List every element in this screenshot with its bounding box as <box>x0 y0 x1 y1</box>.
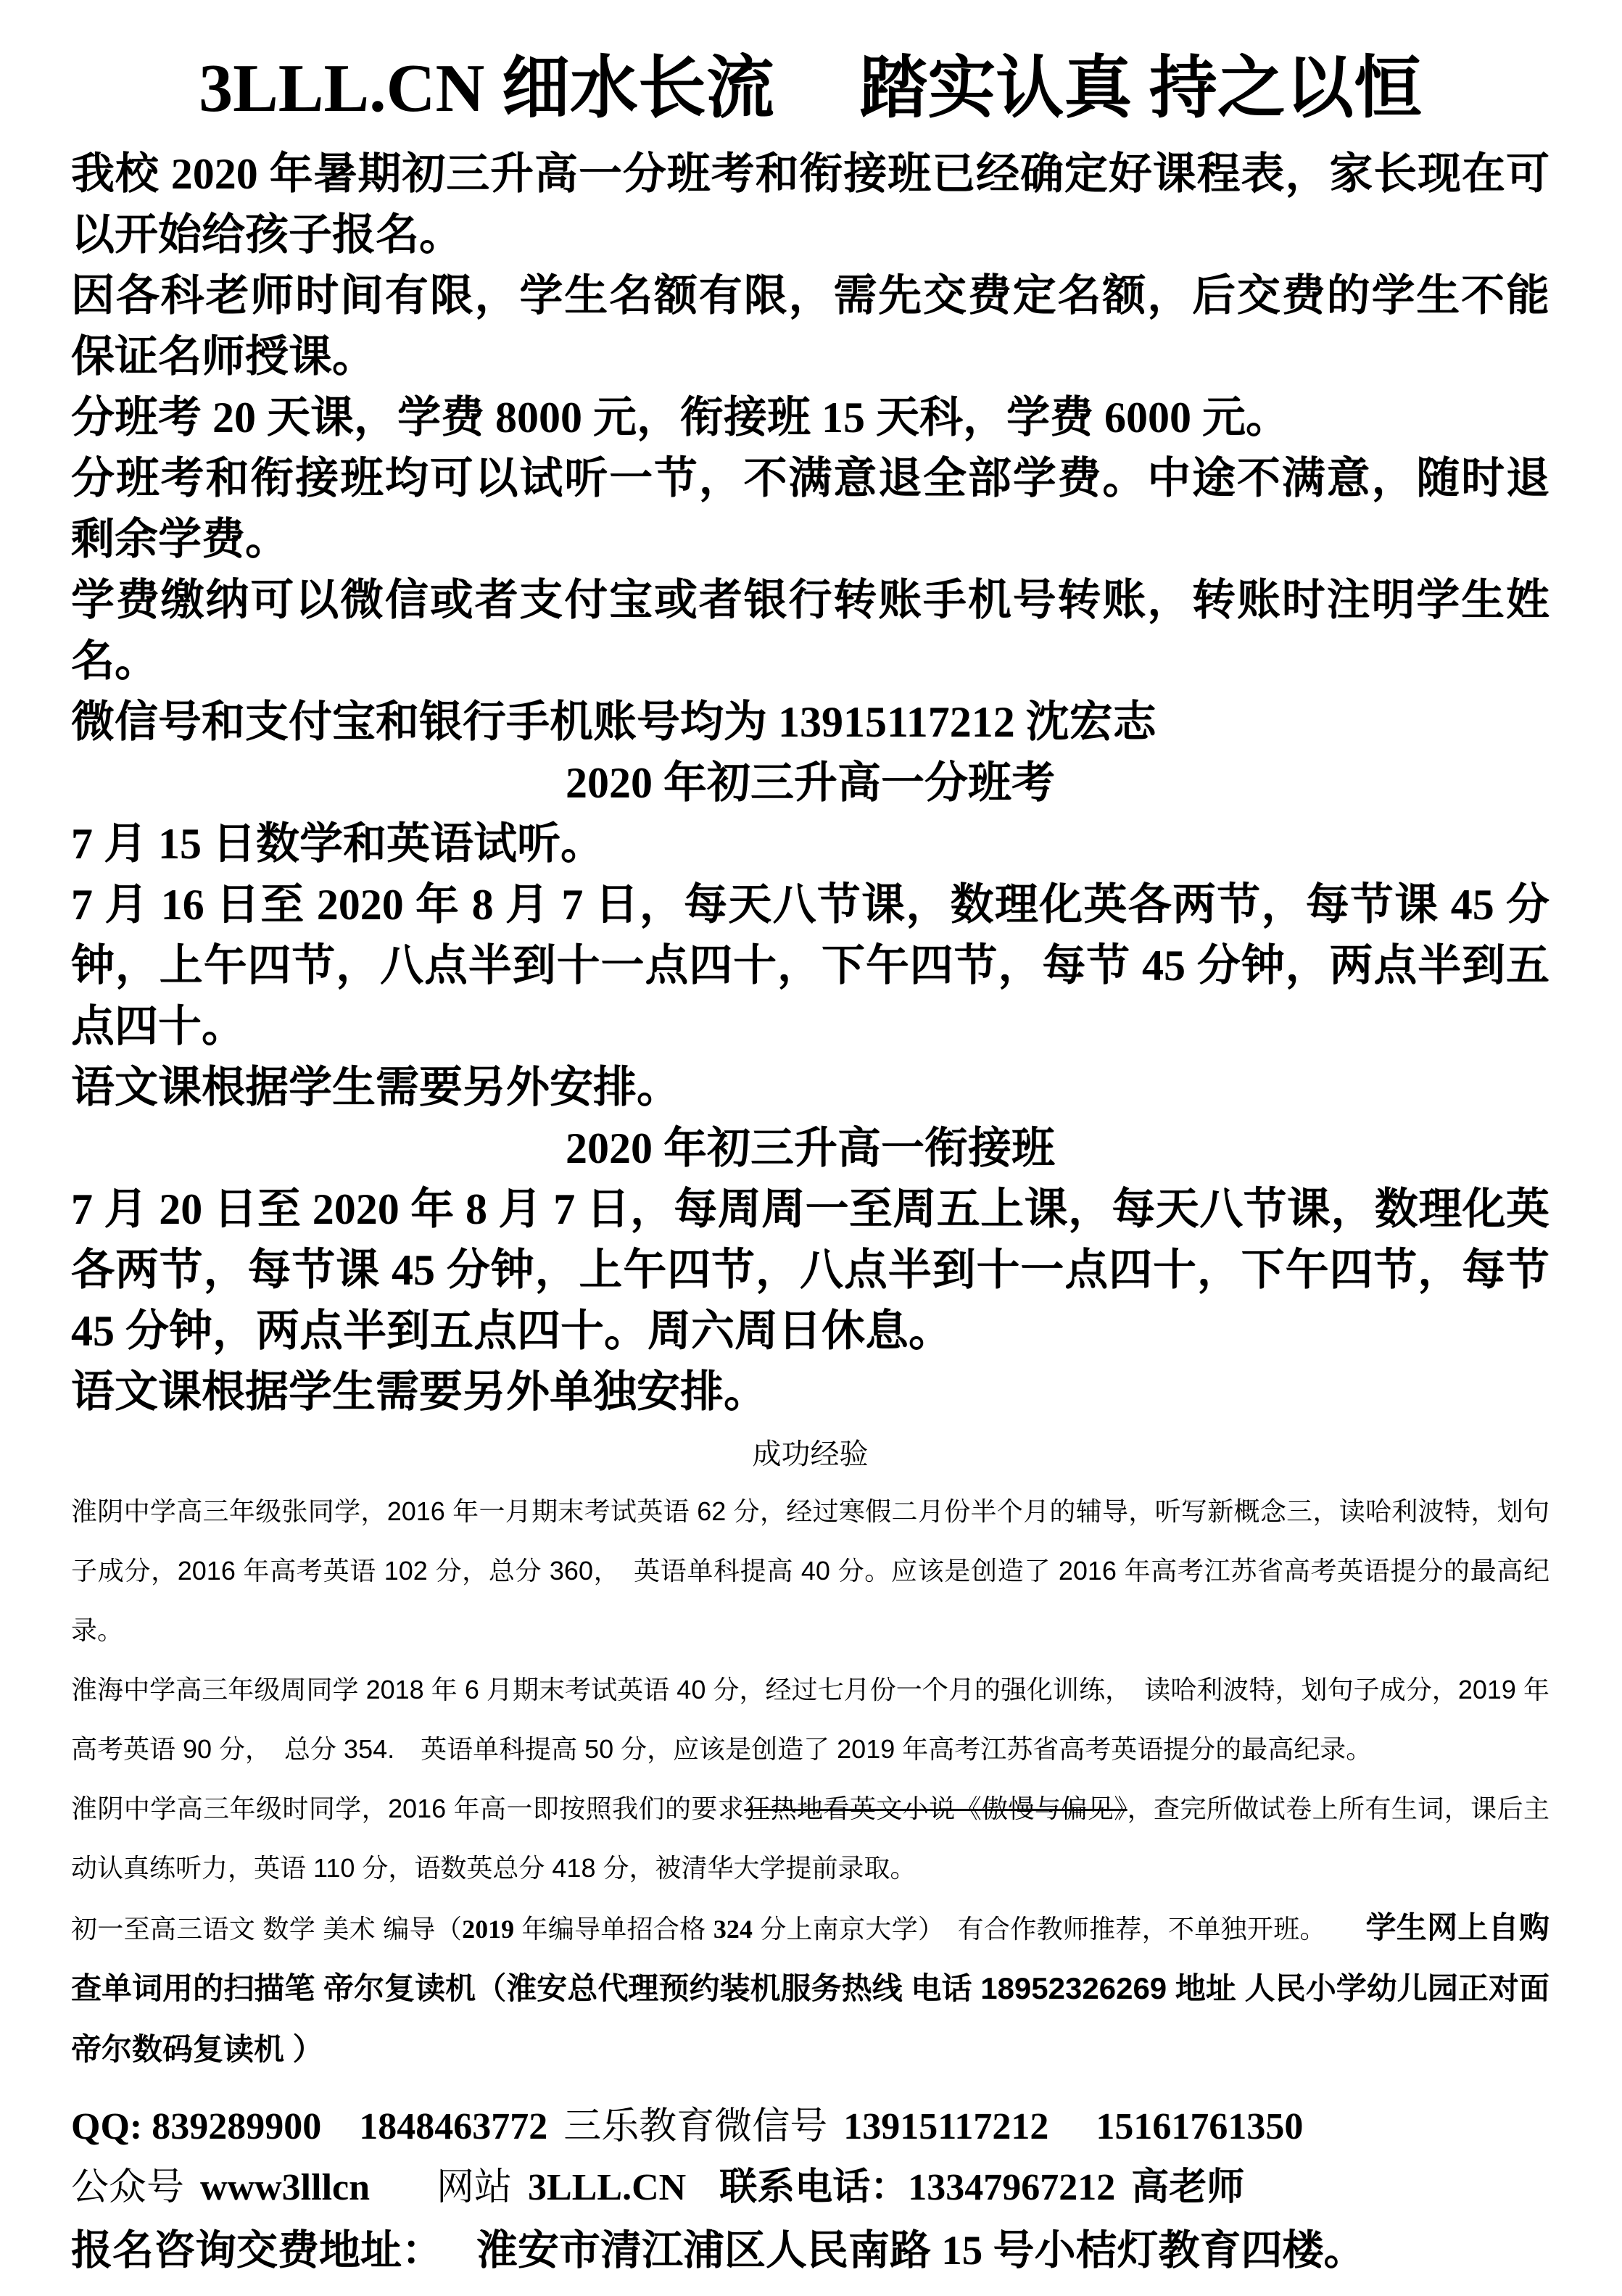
chinese-class-note-paragraph: 语文课根据学生需要另外安排。 <box>71 1064 680 1112</box>
bridging-class-schedule-paragraph: 7 月 20 日至 2020 年 8 月 7 日，每周周一至周五上课，每天八节课，数理化英各两节，每节课 45 分钟，上午四节，八点半到十一点四十，下午四节，每节 45 分钟，两点半到五点四十。周六周日休息。 <box>71 1185 1549 1356</box>
success-case-zhang: 淮阴中学高三年级张同学，2016 年一月期末考试英语 62 分，经过寒假二月份半个月的辅导，听写新概念三，读哈利波特，划句子成分，2016 年高考英语 102 分，总分 360， 英语单科提高 40 分。应该是创造了 2016 年高考江苏省高考英语提分的最高纪录。 <box>71 1496 1549 1646</box>
phone-label: 联系电话： <box>719 2167 909 2209</box>
trial-class-date-paragraph: 7 月 15 日数学和英语试听。 <box>71 820 604 869</box>
official-account-value: www3lllcn <box>200 2167 371 2209</box>
address-label: 报名咨询交费地址： <box>71 2228 443 2274</box>
official-account-label: 公众号 <box>71 2167 185 2209</box>
wechat-label: 三乐教育微信号 <box>563 2106 828 2148</box>
success-stories-heading: 成功经验 <box>752 1438 869 1471</box>
strikethrough-text: 狂热地看英文小说《傲慢与偏见》 <box>744 1794 1127 1824</box>
refund-policy-paragraph: 分班考和衔接班均可以试听一节，不满意退全部学费。中途不满意，随时退剩余学费。 <box>71 455 1549 564</box>
placement-exam-schedule-paragraph: 7 月 16 日至 2020 年 8 月 7 日，每天八节课，数理化英各两节，每节课 45 分钟，上午四节，八点半到十一点四十，下午四节，每节 45 分钟，两点半到五点四十。 <box>71 881 1549 1051</box>
phone-number: 13347967212 <box>908 2167 1116 2209</box>
other-courses-paragraph <box>71 1898 1549 2081</box>
page-title: 3LLL.CN 细水长流 踏实认真 持之以恒 <box>199 51 1422 126</box>
intro-paragraph: 我校 2020 年暑期初三升高一分班考和衔接班已经确定好课程表，家长现在可以开始给孩子报名。 <box>71 150 1549 260</box>
wechat-numbers: 13915117212 15161761350 <box>843 2106 1304 2148</box>
courses-suffix-text: 分上南京大学） 有合作教师推荐，不单独开班。 <box>752 1914 1366 1944</box>
contact-person-name: 高老师 <box>1131 2167 1245 2209</box>
courses-list-text: 初一至高三语文 数学 美术 编导（ <box>71 1914 463 1944</box>
success-case-shi <box>71 1779 1549 1898</box>
score-324-number: 324 <box>713 1915 753 1944</box>
section-heading-bridging-class: 2020 年初三升高一衔接班 <box>566 1124 1055 1173</box>
quota-notice-paragraph: 因各科老师时间有限，学生名额有限，需先交费定名额，后交费的学生不能保证名师授课。 <box>71 272 1549 381</box>
success-case-zhou: 淮海中学高三年级周同学 2018 年 6 月期末考试英语 40 分，经过七月份一个月的强化训练， 读哈利波特，划句子成分，2019 年高考英语 90 分， 总分 354. 英语单科提高 50 分，应该是创造了 2019 年高考江苏省高考英语提分的最高纪录。 <box>71 1675 1549 1765</box>
payment-account-paragraph: 微信号和支付宝和银行手机账号均为 13915117212 沈宏志 <box>71 698 1156 747</box>
qq-wechat-contact-line <box>71 2097 1549 2158</box>
chinese-class-separate-note-paragraph: 语文课根据学生需要另外单独安排。 <box>71 1368 767 1417</box>
success-case-shi-suffix: ，查完所做试卷上所有生词，课后主动认真练听力，英语 110 分，语数英总分 418 分，被清华大学提前录取。 <box>71 1794 1549 1883</box>
year-2019-number: 2019 <box>462 1915 515 1944</box>
qq-numbers: QQ: 839289900 1848463772 <box>71 2106 548 2148</box>
website-label: 网站 <box>436 2167 513 2209</box>
payment-method-paragraph: 学费缴纳可以微信或者支付宝或者银行转账手机号转账，转账时注明学生姓名。 <box>71 576 1549 686</box>
tuition-fee-paragraph: 分班考 20 天课，学费 8000 元，衔接班 15 天科，学费 6000 元。 <box>71 394 1289 442</box>
website-value: 3LLL.CN <box>528 2167 687 2209</box>
section-heading-placement-exam: 2020 年初三升高一分班考 <box>566 759 1055 808</box>
address-value: 淮安市清江浦区人民南路 15 号小桔灯教育四楼。 <box>476 2228 1365 2274</box>
registration-address-line <box>71 2218 1549 2284</box>
scan-pen-repeater-bold-text: 学生网上自购查单词用的扫描笔 帝尔复读机（淮安总代理预约装机服务热线 电话 18952326269 地址 人民小学幼儿园正对面帝尔数码复读机 ） <box>71 1910 1549 2067</box>
courses-middle-text: 年编导单招合格 <box>514 1914 713 1944</box>
success-case-shi-prefix: 淮阴中学高三年级时同学，2016 年高一即按照我们的要求 <box>71 1794 745 1824</box>
channel-website-phone-line <box>71 2158 1549 2218</box>
